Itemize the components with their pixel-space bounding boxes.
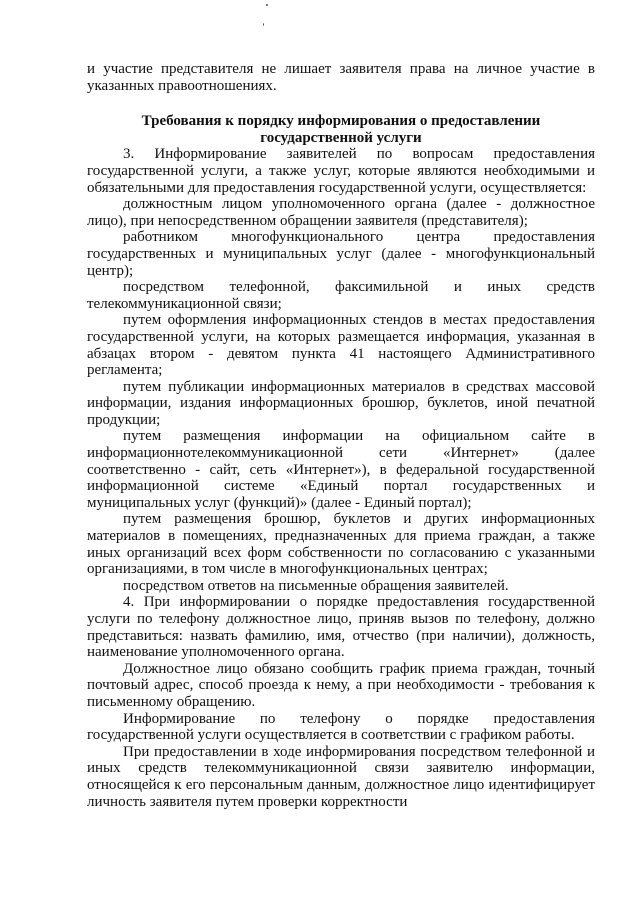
scan-speck [263, 23, 264, 26]
paragraph-informing-methods: 3. Информирование заявителей по вопросам предоставления государственной услуги, а также услуг, которые являются необходимыми и обязательными для предоставления государственной услуги, осуществляется: [87, 146, 595, 196]
paragraph-personal-data: При предоставлении в ходе информирования посредством телефонной и иных средств телекоммуникационной связи заявителю информации, относящейся к его персональным данным, должностное лицо идентифицирует личность заявителя путем проверки корректности [87, 743, 595, 810]
paragraph-info-stands: путем оформления информационных стендов в местах предоставления государственной услуги, на которых размещается информация, указанная в абзацах втором - девятом пункта 41 настоящего Административного регламента; [87, 312, 595, 379]
paragraph-telecom: посредством телефонной, факсимильной и иных средств телекоммуникационной связи; [87, 279, 595, 312]
paragraph-mass-media: путем публикации информационных материалов в средствах массовой информации, издания информационных брошюр, буклетов, иной печатной продукции; [87, 378, 595, 428]
section-heading: Требования к порядку информирования о предоставлении государственной услуги [141, 113, 541, 146]
intro-paragraph: и участие представителя не лишает заявителя права на личное участие в указанных правоотношениях. [87, 61, 595, 94]
paragraph-mfc-worker: работником многофункционального центра предоставления государственных и муниципальных услуг (далее - многофункциональный центр); [87, 229, 595, 279]
paragraph-phone-schedule: Информирование по телефону о порядке предоставления государственной услуги осуществляется в соответствии с графиком работы. [87, 710, 595, 744]
paragraph-official: должностным лицом уполномоченного органа (далее - должностное лицо), при непосредственном обращении заявителя (представителя); [87, 196, 595, 229]
paragraph-brochures: путем размещения брошюр, буклетов и других информационных материалов в помещениях, предназначенных для приема граждан, а также иных организаций всех форм собственности по согласованию с указанными организациями, в том числе в многофункциональных центрах; [87, 511, 595, 578]
paragraph-website: путем размещения информации на официальном сайте в информационнотелекоммуникационной сети «Интернет» (далее соответственно - сайт, сеть «Интернет»), в федеральной государственной информационной системе «Единый портал государственных и муниципальных услуг (функций)» (далее - Единый портал); [87, 428, 595, 511]
paragraph-written-replies: посредством ответов на письменные обращения заявителей. [123, 577, 509, 594]
document-page [87, 61, 595, 810]
scan-speck [266, 4, 268, 6]
paragraph-phone-informing: 4. При информировании о порядке предоставления государственной услуги по телефону должностное лицо, приняв вызов по телефону, должно представиться: назвать фамилию, имя, отчество (при наличии), должность, наименование уполномоченного органа. [87, 594, 595, 661]
paragraph-schedule: Должностное лицо обязано сообщить график приема граждан, точный почтовый адрес, способ проезда к нему, а при необходимости - требования к письменному обращению. [87, 660, 595, 710]
